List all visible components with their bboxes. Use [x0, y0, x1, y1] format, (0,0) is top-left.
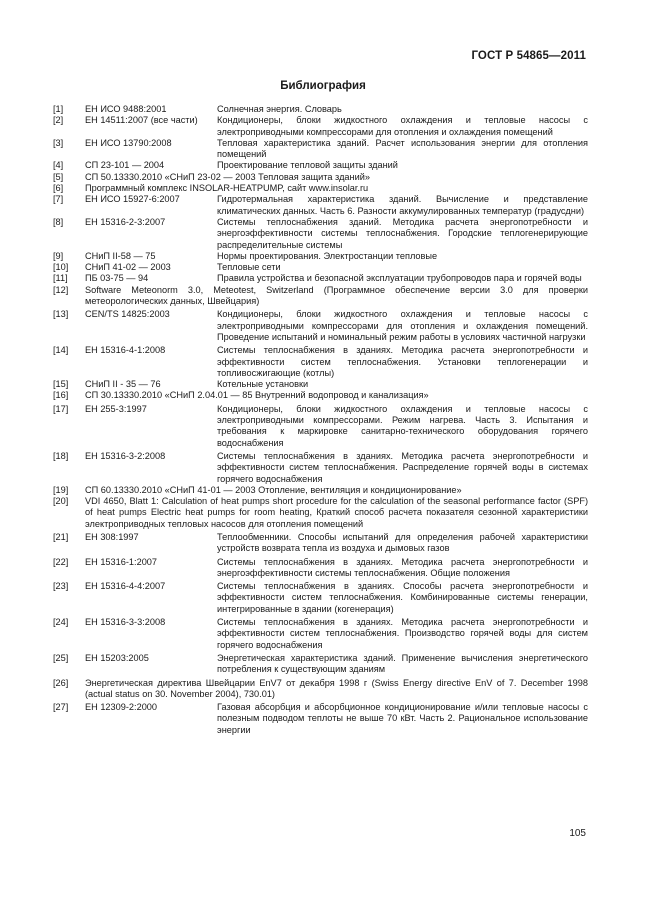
entry-description: Системы теплоснабжения зданий. Методика расчета энергопотребности и энергоэффективности системы теплоснабжения. Городские теплогенерирующие распределительные системы [217, 216, 588, 250]
page-title: Библиография [280, 80, 366, 92]
entry-number: [1] [53, 104, 64, 114]
entry-description: Правила устройства и безопасной эксплуатации трубопроводов пара и горячей воды [217, 273, 582, 284]
entry-source: CEN/TS 14825:2003 [85, 309, 170, 320]
entry-number: [3] [53, 137, 64, 148]
document-standard-id: ГОСТ Р 54865—2011 [471, 50, 586, 62]
entry-text: СП 50.13330.2010 «СНиП 23-02 — 2003 Тепловая защита зданий» [85, 171, 370, 182]
entry-number: [23] [53, 581, 69, 592]
entry-number: [14] [53, 345, 69, 356]
entry-text: СП 60.13330.2010 «СНиП 41-01 — 2003 Отопление, вентиляция и кондиционирование» [85, 484, 462, 495]
entry-text: VDI 4650, Blatt 1: Calculation of heat pumps short procedure for the calculation of the seasonal performance factor (SPF) of heat pumps Electric heat pumps for room heating, Краткий способ расчета показателя сезонной характеристики электроприводных тепловых насосов для отопления помещений [85, 496, 588, 529]
entry-description: Кондиционеры, блоки жидкостного охлаждения и тепловые насосы с электроприводными компрессорами для отопления и охлаждения помещений [217, 115, 588, 137]
bibliography-entry [53, 485, 588, 496]
entry-number: [9] [53, 250, 64, 261]
entry-description: Котельные установки [217, 379, 309, 390]
entry-source: ЕН 15316-4-1:2008 [85, 345, 166, 356]
entry-text: Software Meteonorm 3.0, Meteotest, Switzerland (Программное обеспечение версии 3.0 для проверки метеорологических данных, Швейцария) [85, 284, 588, 307]
entry-description: Нормы проектирования. Электростанции тепловые [217, 250, 438, 261]
entry-source: ЕН 15203:2005 [85, 652, 149, 663]
entry-source: ЕН 14511:2007 (все части) [85, 115, 198, 126]
bibliography-entry [53, 390, 588, 401]
bibliography-entry [53, 557, 588, 580]
entry-number: [20] [53, 496, 69, 507]
bibliography-entry [53, 532, 588, 555]
bibliography-entry [53, 309, 588, 343]
entry-number: [25] [53, 652, 69, 663]
entry-description: Тепловые сети [217, 262, 281, 273]
bibliography-entry [53, 115, 588, 138]
entry-source: ЕН 15316-2-3:2007 [85, 216, 166, 227]
page-number: 105 [569, 828, 586, 839]
entry-source: ЕН 15316-4-4:2007 [85, 581, 166, 592]
entry-number: [7] [53, 194, 64, 205]
entry-source: ЕН ИСО 13790:2008 [85, 137, 172, 148]
entry-number: [6] [53, 183, 64, 194]
entry-number: [19] [53, 484, 69, 495]
bibliography-entry [53, 262, 588, 273]
entry-text: Энергетическая директива Швейцарии EnV7 от декабря 1998 г (Swiss Energy directive EnV of 7. December 1998 (actual status on 30. November 2004), 730.01) [85, 677, 588, 699]
entry-description: Системы теплоснабжения в зданиях. Методика расчета энергопотребности и эффективности систем теплоснабжения. Производство горячей воды для систем горячего водоснабжения [217, 617, 588, 650]
entry-description: Системы теплоснабжения в зданиях. Методика расчета энергопотребности и эффективности систем теплоснабжения. Распределение горячей воды в системах горячего водоснабжения [217, 450, 588, 484]
entry-source: ЕН 308:1997 [85, 531, 139, 542]
bibliography-entry [53, 404, 588, 449]
bibliography-entry [53, 251, 588, 262]
bibliography-entry [53, 138, 588, 161]
entry-number: [16] [53, 390, 69, 401]
entry-source: СП 23-101 — 2004 [85, 160, 165, 171]
entry-source: ЕН 12309-2:2000 [85, 702, 158, 713]
entry-description: Гидротермальная характеристика зданий. Вычисление и представление климатических данных. Часть 6. Разности аккумулированных температур (градусдни) [217, 194, 588, 216]
entry-number: [15] [53, 379, 69, 390]
entry-description: Кондиционеры, блоки жидкостного охлаждения и тепловые насосы с электроприводными компрессорами для отопления и охлаждения помещений. Проведение испытаний и номинальный режим работы в условиях частичной нагрузки [217, 309, 588, 342]
bibliography-entry [53, 345, 588, 379]
entry-number: [26] [53, 677, 69, 688]
bibliography-entry [53, 702, 588, 736]
entry-source: ЕН 15316-3-2:2008 [85, 450, 166, 461]
bibliography-entry [53, 217, 588, 251]
entry-number: [22] [53, 556, 69, 567]
entry-number: [24] [53, 617, 69, 628]
entry-number: [21] [53, 531, 69, 542]
entry-source: ПБ 03-75 — 94 [85, 273, 149, 284]
bibliography-entry [53, 273, 588, 284]
entry-description: Системы теплоснабжения в зданиях. Методика расчета энергопотребности и эффективности систем теплоснабжения. Установки теплогенерации и топливосжигающие (котлы) [217, 345, 588, 378]
entry-number: [18] [53, 450, 69, 461]
entry-description: Проектирование тепловой защиты зданий [217, 160, 398, 171]
entry-source: ЕН 15316-3-3:2008 [85, 617, 166, 628]
entry-description: Системы теплоснабжения в зданиях. Способы расчета энергопотребности и эффективности систем теплоснабжения. Комбинированные системы генерации, интегрированные в здании (когенерация) [217, 581, 588, 614]
bibliography-entry [53, 194, 588, 217]
entry-number: [10] [53, 262, 69, 273]
bibliography-entry [53, 496, 588, 530]
entry-description: Солнечная энергия. Словарь [217, 104, 342, 114]
entry-source: СНиП II-58 — 75 [85, 250, 156, 261]
entry-number: [17] [53, 403, 69, 414]
bibliography-entry [53, 160, 588, 171]
bibliography-entry [53, 617, 588, 651]
entry-number: [13] [53, 309, 69, 320]
bibliography-entry [53, 285, 588, 308]
bibliography-entry [53, 183, 588, 194]
entry-source: ЕН ИСО 9488:2001 [85, 104, 167, 114]
bibliography-entry [53, 172, 588, 183]
entry-number: [12] [53, 284, 69, 295]
entry-source: СНиП 41-02 — 2003 [85, 262, 171, 273]
bibliography-entry [53, 678, 588, 701]
entry-description: Газовая абсорбция и абсорбционное кондиционирование и/или тепловые насосы с полезным подводом теплоты не выше 70 кВт. Часть 2. Рациональное использование энергии [217, 702, 588, 735]
entry-text: Программный комплекс INSOLAR-HEATPUMP, сайт www.insolar.ru [85, 183, 369, 194]
entry-description: Системы теплоснабжения в зданиях. Методика расчета энергопотребности и энергоэффективности системы теплоснабжения. Общие положения [217, 556, 588, 578]
bibliography-entry [53, 653, 588, 676]
bibliography-entry [53, 104, 588, 115]
entry-source: ЕН 15316-1:2007 [85, 556, 158, 567]
entry-source: ЕН ИСО 15927-6:2007 [85, 194, 180, 205]
entry-description: Энергетическая характеристика зданий. Применение вычисления энергетического потребления к существующим зданиям [217, 652, 588, 675]
entry-text: СП 30.13330.2010 «СНиП 2.04.01 — 85 Внутренний водопровод и канализация» [85, 390, 429, 401]
entry-source: СНиП II - 35 — 76 [85, 379, 161, 390]
entry-description: Теплообменники. Способы испытаний для определения рабочей характеристики устройств возврата тепла из воздуха и дымовых газов [217, 531, 588, 554]
entry-number: [5] [53, 171, 64, 182]
entry-source: ЕН 255-3:1997 [85, 403, 147, 414]
entry-number: [4] [53, 160, 64, 171]
bibliography-entry [53, 451, 588, 485]
entry-number: [8] [53, 216, 64, 227]
entry-number: [2] [53, 115, 64, 126]
entry-description: Кондиционеры, блоки жидкостного охлаждения и тепловые насосы с электроприводными компрессорами. Режим нагрева. Часть 3. Испытания и требования к маркировке санитарно-технического оборудования горячего водоснабжения [217, 403, 588, 448]
entry-number: [11] [53, 273, 68, 284]
bibliography-list [53, 104, 588, 736]
bibliography-entry [53, 379, 588, 390]
entry-description: Тепловая характеристика зданий. Расчет использования энергии для отопления помещений [217, 137, 588, 160]
bibliography-entry [53, 581, 588, 615]
entry-number: [27] [53, 702, 69, 713]
